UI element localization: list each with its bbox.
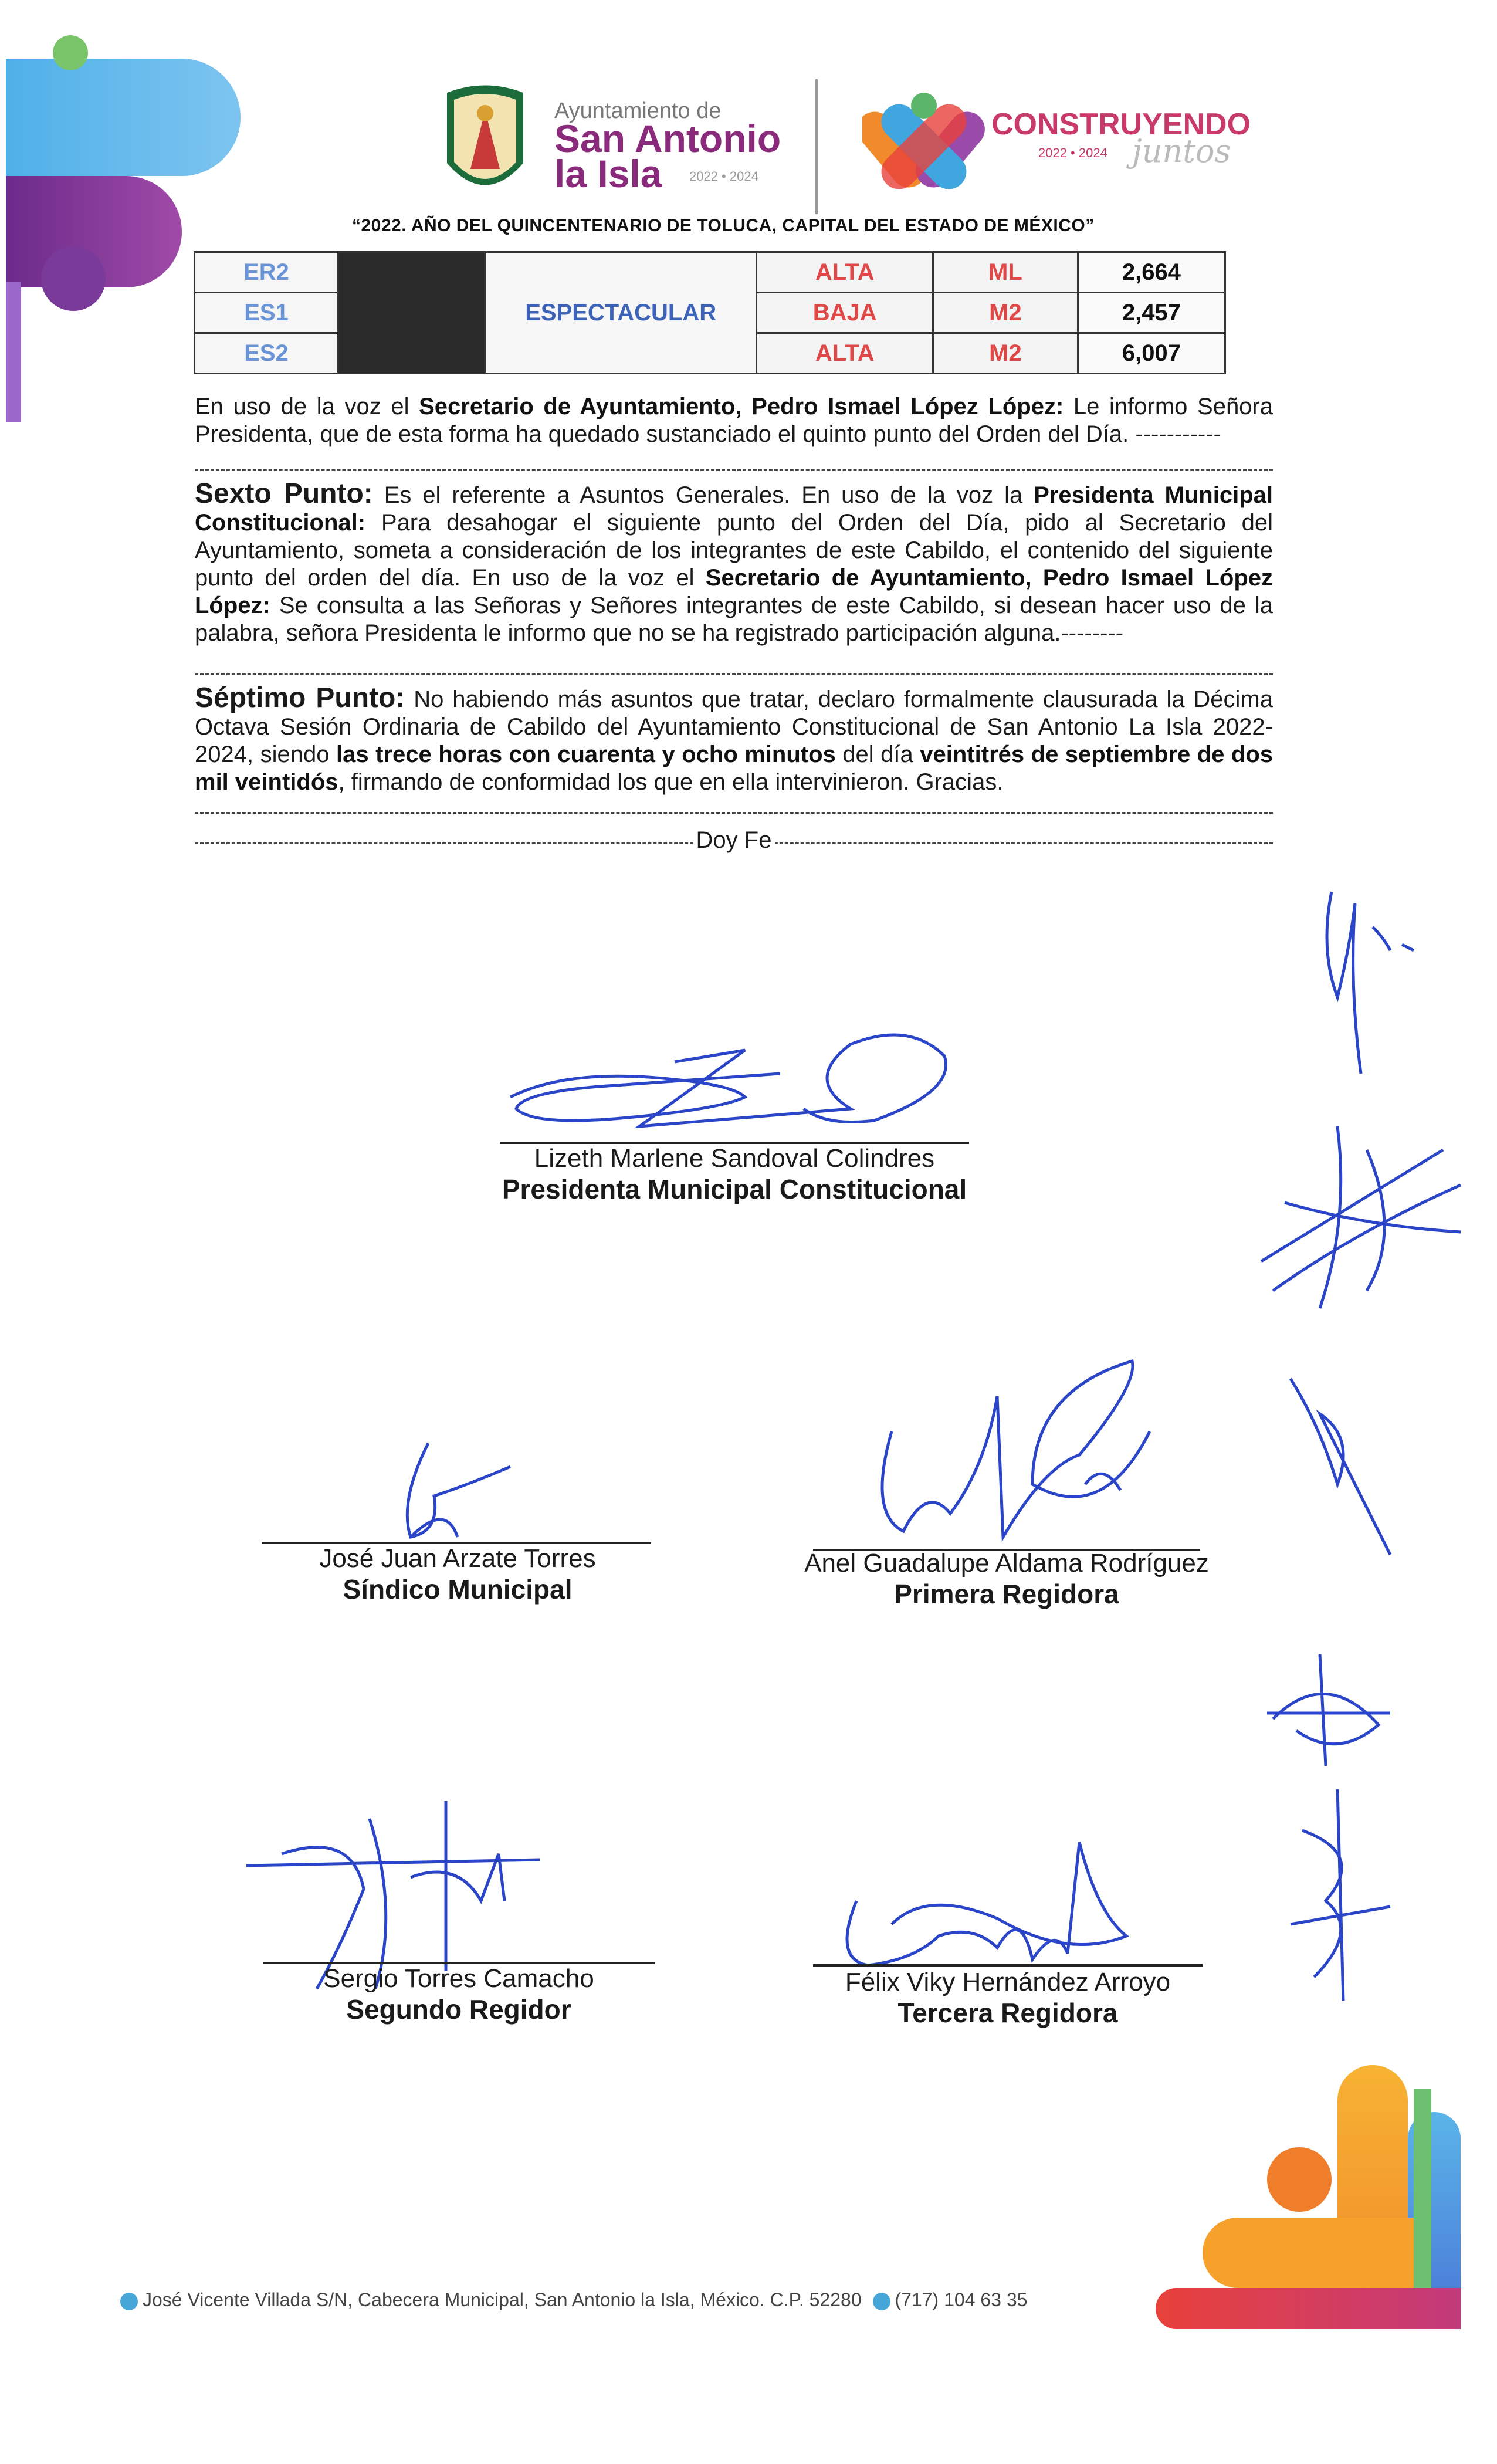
row-code: ES2 (195, 333, 338, 374)
row-status: ALTA (757, 333, 933, 374)
p3-date: veintitrés de septiembre de dos mil veintidós (195, 742, 1274, 795)
row-qty: 6,007 (1078, 333, 1225, 374)
signature-margin-5 (1279, 1783, 1396, 2006)
row-code: ER2 (195, 252, 338, 293)
decor-bar-violet (6, 282, 21, 422)
row-unit: M2 (933, 333, 1078, 374)
row-qty: 2,664 (1078, 252, 1225, 293)
signature-tercera-regidora (821, 1819, 1150, 1989)
decor-shape-cyan (6, 59, 241, 176)
signer-role: Tercera Regidora (897, 1998, 1118, 2028)
p3-time: las trece horas con cuarenta y ocho minutos (336, 742, 836, 767)
row-qty: 2,457 (1078, 293, 1225, 333)
signer-name: Félix Viky Hernández Arroyo (845, 1968, 1171, 1996)
signer-name: Lizeth Marlene Sandoval Colindres (534, 1144, 935, 1173)
signer-role: Síndico Municipal (343, 1574, 573, 1605)
decor-shape-red (1156, 2288, 1461, 2329)
redacted-cell (338, 252, 485, 374)
p2-text-c: Para desahogar el siguiente punto del Orden del Día, pido al Secretario del Ayuntamiento, someta a consideración de los integrantes de este Cabildo, el contenido del siguiente punto del orden del día. En uso de la voz el (195, 510, 1273, 591)
brand-years-label: 2022 • 2024 (1038, 145, 1107, 160)
p1-speaker: Secretario de Ayuntamiento, Pedro Ismael López López: (419, 394, 1064, 419)
decor-circle-orange (1267, 2147, 1332, 2212)
decor-shape-orange-bar (1203, 2218, 1414, 2288)
year-motto: “2022. AÑO DEL QUINCENTENARIO DE TOLUCA, CAPITAL DEL ESTADO DE MÉXICO” (352, 216, 1095, 235)
signature-margin-4 (1261, 1643, 1396, 1772)
doy-fe-line (195, 827, 1273, 854)
municipal-seal-logo (441, 81, 529, 201)
row-code: ES1 (195, 293, 338, 333)
p3-text-c: del día (835, 742, 920, 767)
paragraph-quinto-cierre (195, 393, 1273, 448)
p3-text-a: No habiendo más asuntos que tratar, declaro formalmente clausurada la Décima Octava Sesión Ordinaria de Cabildo del Ayuntamiento Constitucional de San Antonio La Isla 2022-2024, siendo (195, 686, 1273, 767)
signature-presidenta (499, 1009, 1027, 1144)
table-row (195, 252, 1225, 293)
location-icon (120, 2293, 138, 2310)
p2-speaker-presidenta: Presidenta Municipal Constitucional: (195, 482, 1273, 536)
decor-circle-purple (41, 246, 106, 311)
p3-text-e: , firmando de conformidad los que en ella intervinieron. Gracias. (338, 769, 1004, 795)
municipality-name-line1: San Antonio (554, 117, 781, 160)
signer-name: Sergio Torres Camacho (323, 1964, 594, 1993)
doy-fe-text: Doy Fe (693, 827, 775, 853)
paragraph-septimo-punto (195, 684, 1273, 796)
row-unit: ML (933, 252, 1078, 293)
municipality-small-label: Ayuntamiento de (554, 99, 722, 123)
signer-role: Primera Regidora (894, 1579, 1119, 1609)
signature-line (813, 1964, 1203, 1967)
dashed-separator (195, 812, 1273, 814)
signer-name: Anel Guadalupe Aldama Rodríguez (804, 1549, 1209, 1578)
decor-bar-green (1414, 2089, 1431, 2288)
signer-role: Presidenta Municipal Constitucional (502, 1174, 967, 1204)
row-unit: M2 (933, 293, 1078, 333)
footer-contact (120, 2289, 1027, 2311)
footer-phone: (717) 104 63 35 (895, 2289, 1028, 2310)
p2-text-e: Se consulta a las Señoras y Señores integrantes de este Cabildo, si desean hacer uso de la palabra, señora Presidenta le informo que no se ha registrado participación alguna.-------- (195, 593, 1273, 646)
divider-vertical (815, 79, 818, 214)
construyendo-logo-icon (862, 88, 985, 205)
footer-address: José Vicente Villada S/N, Cabecera Municipal, San Antonio la Isla, México. C.P. 52280 (143, 2289, 862, 2310)
sexto-punto-title: Sexto Punto: (195, 478, 373, 509)
signer-name: José Juan Arzate Torres (319, 1544, 596, 1573)
signature-primera-regidora (856, 1338, 1161, 1561)
signature-sindico (375, 1431, 516, 1549)
septimo-punto-title: Séptimo Punto: (195, 682, 405, 713)
municipality-name-line2: la Isla (554, 152, 662, 195)
signature-margin-3 (1285, 1367, 1402, 1566)
p2-text-a: Es el referente a Asuntos Generales. En uso de la voz la (372, 482, 1034, 508)
years-label-left: 2022 • 2024 (689, 169, 758, 184)
dashed-separator (195, 469, 1273, 471)
dashed-separator (195, 673, 1273, 675)
brand-script-label: juntos (1132, 133, 1231, 170)
items-table (194, 251, 1226, 374)
signature-margin-1 (1314, 880, 1425, 1079)
phone-icon (873, 2293, 890, 2310)
row-status: BAJA (757, 293, 933, 333)
signature-margin-2 (1249, 1115, 1466, 1314)
decor-circle-green (53, 35, 88, 70)
p2-speaker-secretario: Secretario de Ayuntamiento, Pedro Ismael López López: (195, 565, 1274, 618)
paragraph-sexto-punto (195, 480, 1273, 647)
p1-text-a: En uso de la voz el (195, 394, 419, 419)
row-status: ALTA (757, 252, 933, 293)
brand-label: CONSTRUYENDO (991, 107, 1251, 141)
p1-text-c: Le informo Señora Presidenta, que de esta forma ha quedado sustanciado el quinto punto del Orden del Día. ----------- (195, 394, 1273, 447)
type-cell: ESPECTACULAR (485, 252, 756, 374)
signer-role: Segundo Regidor (346, 1994, 571, 2025)
